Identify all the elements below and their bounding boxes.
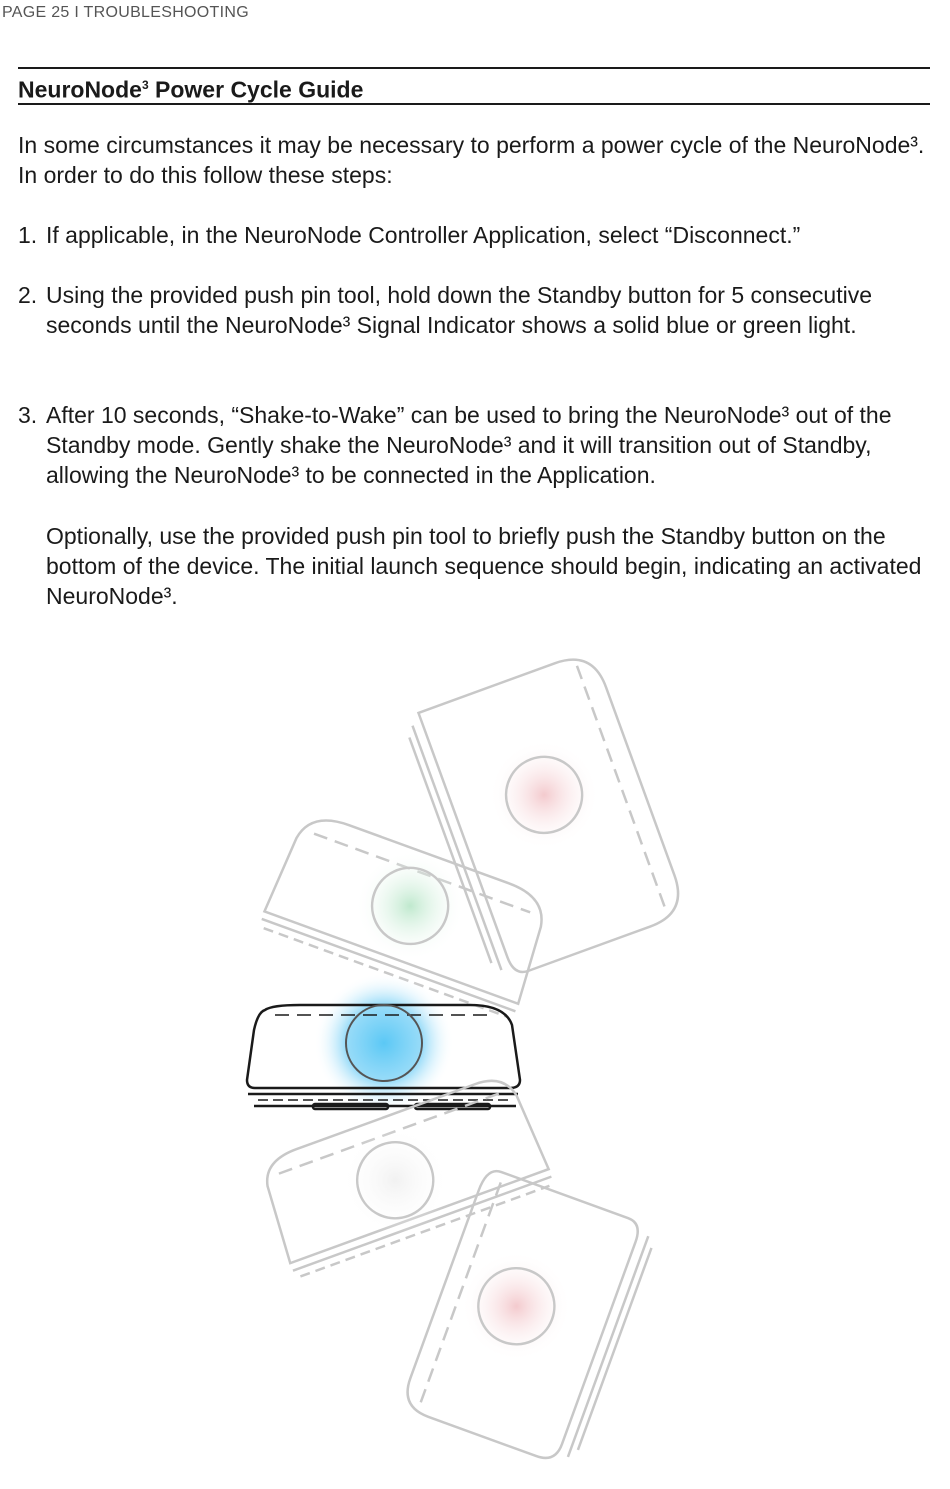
- step-item: [18, 280, 938, 340]
- step-text: After 10 seconds, “Shake-to-Wake” can be used to bring the NeuroNode³ out of the Standby mode. Gently shake the NeuroNode³ and it will transition out of Standby, allowing the NeuroNode³ to be connected in the Application.: [46, 402, 892, 488]
- title-superscript: 3: [141, 78, 149, 92]
- step-text: If applicable, in the NeuroNode Controller Application, select “Disconnect.”: [46, 222, 801, 248]
- title-rule-bottom: [18, 103, 930, 105]
- step-text: Using the provided push pin tool, hold down the Standby button for 5 consecutive seconds until the NeuroNode³ Signal Indicator shows a solid blue or green light.: [46, 282, 872, 338]
- page-header: PAGE 25 I TROUBLESHOOTING: [2, 4, 249, 21]
- step-item: [18, 400, 938, 490]
- optional-note: Optionally, use the provided push pin tool to briefly push the Standby button on the bottom of the device. The initial launch sequence should begin, indicating an activated NeuroNode³.: [46, 523, 922, 609]
- step-item: [18, 220, 938, 250]
- step-number: 2.: [18, 282, 38, 308]
- title-main: NeuroNode: [18, 76, 142, 103]
- device-active-center: [247, 973, 520, 1113]
- section-title: [18, 70, 363, 105]
- intro-paragraph: In some circumstances it may be necessary to perform a power cycle of the NeuroNode³. In order to do this follow these steps:: [18, 132, 925, 188]
- step-number: 3.: [18, 402, 38, 428]
- title-rest: Power Cycle Guide: [148, 76, 364, 103]
- shake-to-wake-illustration: [0, 640, 950, 1460]
- step-number: 1.: [18, 222, 38, 248]
- title-rule-top: [18, 67, 930, 69]
